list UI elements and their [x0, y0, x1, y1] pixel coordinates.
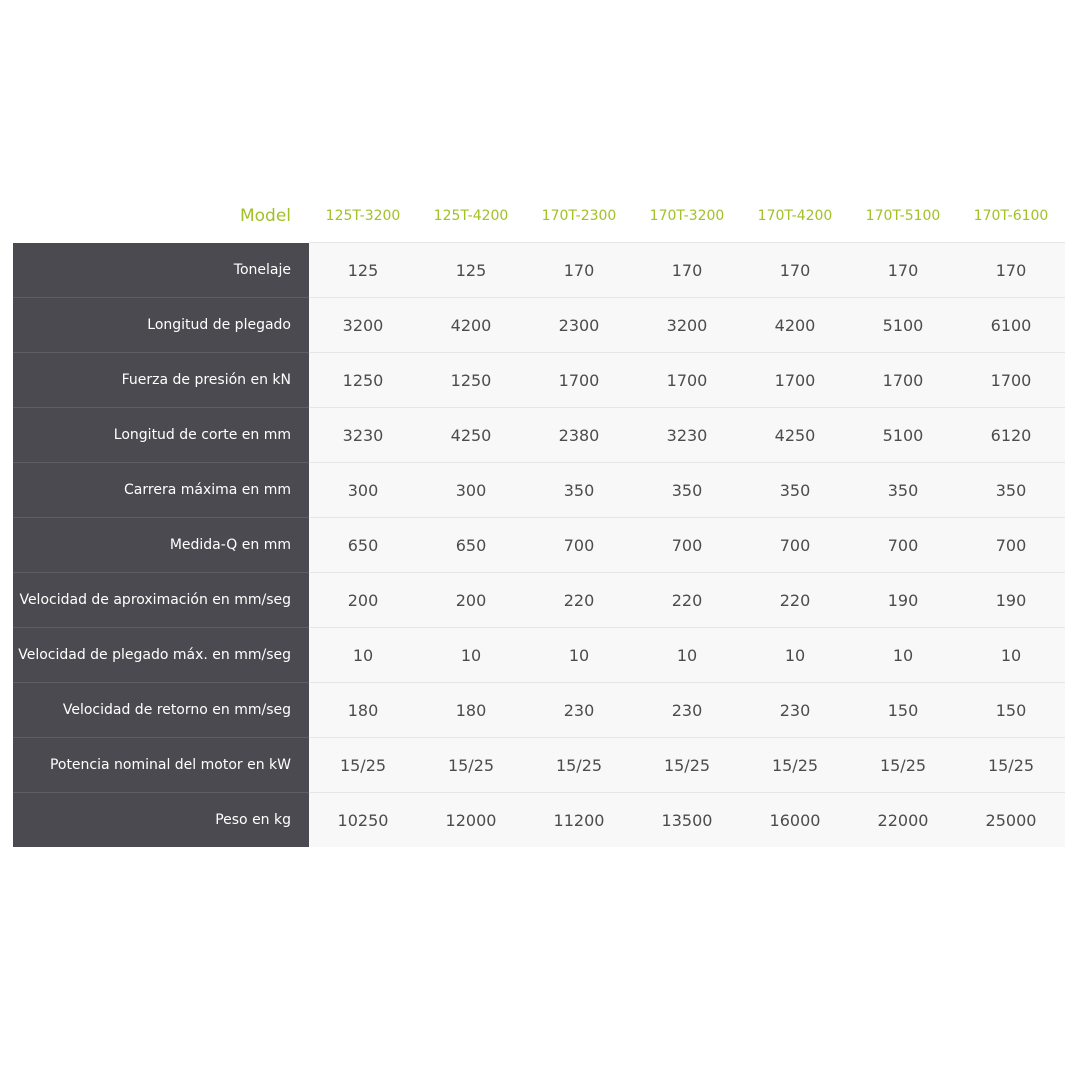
- table-cell: 170: [849, 243, 957, 298]
- model-column-header: 170T-5100: [849, 190, 957, 243]
- table-cell: 10250: [309, 793, 417, 848]
- row-label: Peso en kg: [13, 793, 309, 848]
- table-cell: 650: [309, 518, 417, 573]
- model-header-label: Model: [13, 190, 309, 243]
- model-column-header: 125T-4200: [417, 190, 525, 243]
- table-cell: 5100: [849, 408, 957, 463]
- table-cell: 4250: [741, 408, 849, 463]
- row-label: Medida-Q en mm: [13, 518, 309, 573]
- table-cell: 700: [849, 518, 957, 573]
- table-cell: 300: [309, 463, 417, 518]
- table-cell: 170: [525, 243, 633, 298]
- table-row: [13, 518, 1065, 573]
- row-label: Longitud de corte en mm: [13, 408, 309, 463]
- row-label: Fuerza de presión en kN: [13, 353, 309, 408]
- table-cell: 350: [633, 463, 741, 518]
- table-cell: 220: [525, 573, 633, 628]
- table-cell: 10: [633, 628, 741, 683]
- table-cell: 230: [633, 683, 741, 738]
- table-cell: 15/25: [849, 738, 957, 793]
- table-cell: 150: [957, 683, 1065, 738]
- model-column-header: 170T-2300: [525, 190, 633, 243]
- table-cell: 11200: [525, 793, 633, 848]
- table-cell: 190: [849, 573, 957, 628]
- table-cell: 6100: [957, 298, 1065, 353]
- table-body: [13, 243, 1065, 848]
- model-column-header: 170T-3200: [633, 190, 741, 243]
- table-cell: 170: [741, 243, 849, 298]
- table-row: [13, 353, 1065, 408]
- table-cell: 3200: [633, 298, 741, 353]
- row-label: Velocidad de aproximación en mm/seg: [13, 573, 309, 628]
- table-row: [13, 738, 1065, 793]
- table-cell: 350: [525, 463, 633, 518]
- table-cell: 6120: [957, 408, 1065, 463]
- table-row: [13, 793, 1065, 848]
- table-cell: 5100: [849, 298, 957, 353]
- table-cell: 22000: [849, 793, 957, 848]
- table-cell: 650: [417, 518, 525, 573]
- table-cell: 170: [957, 243, 1065, 298]
- table-cell: 2300: [525, 298, 633, 353]
- table-cell: 1700: [741, 353, 849, 408]
- table-cell: 220: [741, 573, 849, 628]
- specifications-table: [13, 190, 1065, 847]
- table-row: [13, 628, 1065, 683]
- table-cell: 4250: [417, 408, 525, 463]
- table-cell: 700: [741, 518, 849, 573]
- table-cell: 170: [633, 243, 741, 298]
- table-cell: 125: [417, 243, 525, 298]
- table-cell: 190: [957, 573, 1065, 628]
- model-column-header: 170T-6100: [957, 190, 1065, 243]
- table-cell: 10: [957, 628, 1065, 683]
- table-cell: 15/25: [633, 738, 741, 793]
- table-cell: 10: [309, 628, 417, 683]
- table-cell: 1700: [957, 353, 1065, 408]
- model-column-header: 170T-4200: [741, 190, 849, 243]
- table-cell: 700: [633, 518, 741, 573]
- table-row: [13, 408, 1065, 463]
- model-column-header: 125T-3200: [309, 190, 417, 243]
- table-row: [13, 243, 1065, 298]
- table-row: [13, 683, 1065, 738]
- row-label: Velocidad de retorno en mm/seg: [13, 683, 309, 738]
- table-cell: 15/25: [525, 738, 633, 793]
- table-cell: 12000: [417, 793, 525, 848]
- table-cell: 230: [741, 683, 849, 738]
- table-cell: 1250: [417, 353, 525, 408]
- table-cell: 350: [741, 463, 849, 518]
- table-cell: 4200: [417, 298, 525, 353]
- table-row: [13, 463, 1065, 518]
- table-cell: 1700: [849, 353, 957, 408]
- table-cell: 2380: [525, 408, 633, 463]
- table-cell: 3200: [309, 298, 417, 353]
- table-cell: 1700: [525, 353, 633, 408]
- table-cell: 150: [849, 683, 957, 738]
- table-cell: 15/25: [957, 738, 1065, 793]
- table-row: [13, 298, 1065, 353]
- table-cell: 10: [849, 628, 957, 683]
- table-cell: 1250: [309, 353, 417, 408]
- table-cell: 700: [957, 518, 1065, 573]
- table-cell: 350: [957, 463, 1065, 518]
- table-cell: 3230: [633, 408, 741, 463]
- table-cell: 3230: [309, 408, 417, 463]
- table-cell: 15/25: [309, 738, 417, 793]
- table-cell: 13500: [633, 793, 741, 848]
- table-cell: 10: [741, 628, 849, 683]
- table-cell: 4200: [741, 298, 849, 353]
- header-row: [13, 190, 1065, 243]
- table-cell: 10: [525, 628, 633, 683]
- table-cell: 700: [525, 518, 633, 573]
- table-cell: 25000: [957, 793, 1065, 848]
- table-cell: 16000: [741, 793, 849, 848]
- table-cell: 200: [309, 573, 417, 628]
- row-label: Tonelaje: [13, 243, 309, 298]
- table-cell: 200: [417, 573, 525, 628]
- table-cell: 15/25: [417, 738, 525, 793]
- row-label: Carrera máxima en mm: [13, 463, 309, 518]
- table-cell: 350: [849, 463, 957, 518]
- table-cell: 125: [309, 243, 417, 298]
- table-cell: 220: [633, 573, 741, 628]
- row-label: Velocidad de plegado máx. en mm/seg: [13, 628, 309, 683]
- row-label: Longitud de plegado: [13, 298, 309, 353]
- table-cell: 10: [417, 628, 525, 683]
- table-cell: 180: [417, 683, 525, 738]
- table-header: [13, 190, 1065, 243]
- table-cell: 300: [417, 463, 525, 518]
- table-cell: 1700: [633, 353, 741, 408]
- row-label: Potencia nominal del motor en kW: [13, 738, 309, 793]
- table-cell: 230: [525, 683, 633, 738]
- table-cell: 180: [309, 683, 417, 738]
- table-row: [13, 573, 1065, 628]
- table-cell: 15/25: [741, 738, 849, 793]
